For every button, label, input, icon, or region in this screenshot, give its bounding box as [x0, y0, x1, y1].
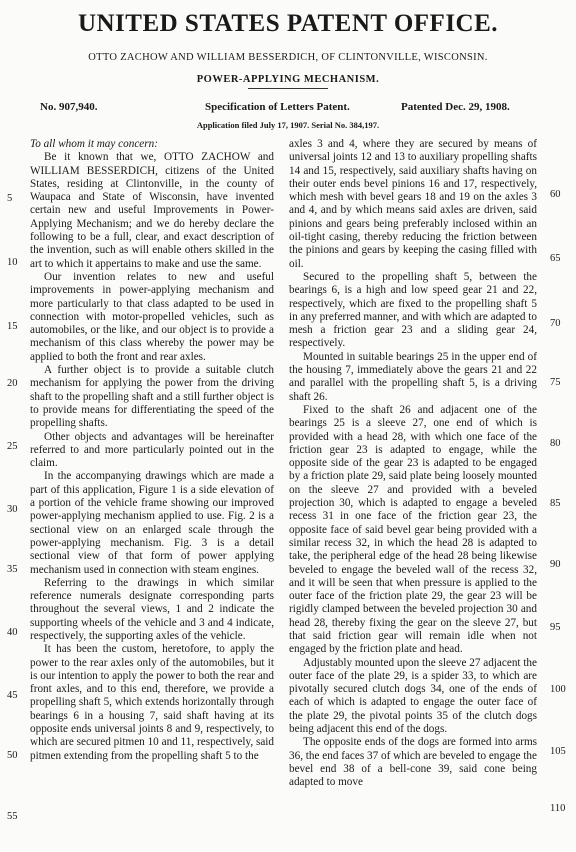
line-number: 55: [7, 811, 18, 822]
paragraph: Secured to the propelling shaft 5, between the bearings 6, is a high and low speed gear 21 and 22, respectively, which are fixed to the propelling shaft 5 in any preferred manner, and with which are adapted to mesh a friction gear 23 and a sliding gear 24, respectively.: [289, 270, 537, 350]
paragraph: Mounted in suitable bearings 25 in the upper end of the housing 7, immediately above the gears 21 and 22 and parallel with the propelling shaft 5, is a driving shaft 26.: [289, 350, 537, 403]
right-column: [289, 138, 537, 790]
line-number: 75: [550, 377, 561, 388]
paragraph: Other objects and advantages will be hereinafter referred to and more particularly pointed out in the claim.: [30, 430, 274, 470]
office-title: UNITED STATES PATENT OFFICE.: [77, 10, 499, 37]
paragraph: axles 3 and 4, where they are secured by means of universal joints 12 and 13 to auxiliary propelling shafts 14 and 15, respectively, said auxiliary shafts having on their outer ends bevel pinions 16 and 17, respectively, which mesh with bevel gears 18 and 19 on the axles 3 and 4, and by which means said axles are driven, said pinions and gears being preferably inclosed within an oil-tight casing, thereby reducing the friction between the pinions and gears by keeping the casing filled with oil.: [289, 138, 537, 270]
line-number: 30: [7, 504, 18, 515]
line-number: 85: [550, 498, 561, 509]
line-number: 110: [550, 803, 566, 814]
line-number: 10: [7, 257, 18, 268]
patent-number: No. 907,940.: [40, 101, 98, 113]
specification-label: Specification of Letters Patent.: [205, 101, 350, 113]
line-number: 105: [550, 746, 566, 757]
line-number: 40: [7, 627, 18, 638]
line-number: 60: [550, 189, 561, 200]
paragraph: A further object is to provide a suitable clutch mechanism for applying the power from the driving shaft to the propelling shaft and a still further object is to provide means for differentiating the speed of the propelling shafts.: [30, 364, 274, 430]
line-number: 95: [550, 622, 561, 633]
salutation: To all whom it may concern:: [30, 138, 158, 150]
inventors-line: OTTO ZACHOW AND WILLIAM BESSERDICH, OF CLINTONVILLE, WISCONSIN.: [88, 52, 488, 63]
line-number: 25: [7, 441, 18, 452]
line-number: 35: [7, 564, 18, 575]
line-number: 90: [550, 559, 561, 570]
subject-title: POWER-APPLYING MECHANISM.: [196, 74, 380, 85]
line-number: 5: [7, 193, 13, 204]
application-filed: Application filed July 17, 1907. Serial No. 384,197.: [196, 120, 380, 130]
line-number: 80: [550, 438, 561, 449]
paragraph: Fixed to the shaft 26 and adjacent one of the bearings 25 is a sleeve 27, one end of which is provided with a head 28, with which one face of the friction gear 23 is adapted to engage, while the opposite side of the gear 23 is adapted to be engaged by a friction plate 29, said plate being loosely mounted on the sleeve 27 and provided with a beveled projection 30, which is adapted to engage a beveled recess 31 in one face of the friction gear 23, the opposite face of said bevel gear being provided with a similar recess 32, in which the head 28 is adapted to take, the peripheral edge of the head 28 being likewise beveled to engage the beveled wall of the recess 32, and it will be seen that when pressure is applied to the outer face of the friction plate 29, the gear 23 will be rigidly clamped between the beveled projection 30 and head 28, thereby fixing the gear on the sleeve 27, but that said friction gear will remain idle when not engaged by the friction plate and head.: [289, 403, 537, 656]
line-number: 50: [7, 750, 18, 761]
line-number: 20: [7, 378, 18, 389]
paragraph: Adjustably mounted upon the sleeve 27 adjacent the outer face of the plate 29, is a spider 33, to which are pivotally secured clutch dogs 34, one of the ends of each of which is adapted to engage the outer face of the plate 29, the pivotal points 35 of the clutch dogs being adjacent this end of the dogs.: [289, 656, 537, 736]
paragraph: The opposite ends of the dogs are formed into arms 36, the end faces 37 of which are beveled to engage the bevel end 38 of a bell-cone 39, said cone being adapted to move: [289, 736, 537, 789]
line-number: 100: [550, 684, 566, 695]
paragraph: In the accompanying drawings which are made a part of this application, Figure 1 is a side elevation of a portion of the vehicle frame showing our improved power-applying mechanism applied to use. Fig. 2 is a sectional view on an enlarged scale through the power-applying mechanism. Fig. 3 is a detail sectional view of that form of power applying mechanism used in connection with steam engines.: [30, 470, 274, 576]
paragraph: Referring to the drawings in which similar reference numerals designate corresponding parts throughout the several views, 1 and 2 indicate the supporting wheels of the vehicle and 3 and 4 indicate, respectively, the supporting axles of the vehicle.: [30, 576, 274, 642]
left-column: [30, 138, 274, 763]
paragraph: Be it known that we, OTTO ZACHOW and WILLIAM BESSERDICH, citizens of the United States, residing at Clintonville, in the county of Waupaca and State of Wisconsin, have invented certain new and useful Improvements in Power-Applying Mechanism; and we do hereby declare the following to be a full, clear, and exact description of the invention, such as will enable others skilled in the art to which it appertains to make and use the same.: [30, 151, 274, 270]
line-number: 65: [550, 253, 561, 264]
paragraph: It has been the custom, heretofore, to apply the power to the rear axles only of the automobiles, but it is our intention to apply the power to both the rear and front axles, and to this end, therefore, we provide a propelling shaft 5, which extends horizontally through bearings 6 in a housing 7, said shaft having at its opposite ends universal joints 8 and 9, respectively, to which are secured pitmen 10 and 11, respectively, said pitmen extending from the propelling shaft 5 to the: [30, 643, 274, 762]
line-number: 70: [550, 318, 561, 329]
divider-rule: [248, 88, 328, 89]
patented-date: Patented Dec. 29, 1908.: [401, 101, 510, 113]
line-number: 45: [7, 690, 18, 701]
line-number: 15: [7, 321, 18, 332]
paragraph: Our invention relates to new and useful improvements in power-applying mechanism and more particularly to that class adapted to be used in connection with motor-propelled vehicles, such as automobiles, or the like, and our object is to provide a mechanism of this class whereby the power may be applied to both the front and rear axles.: [30, 270, 274, 363]
